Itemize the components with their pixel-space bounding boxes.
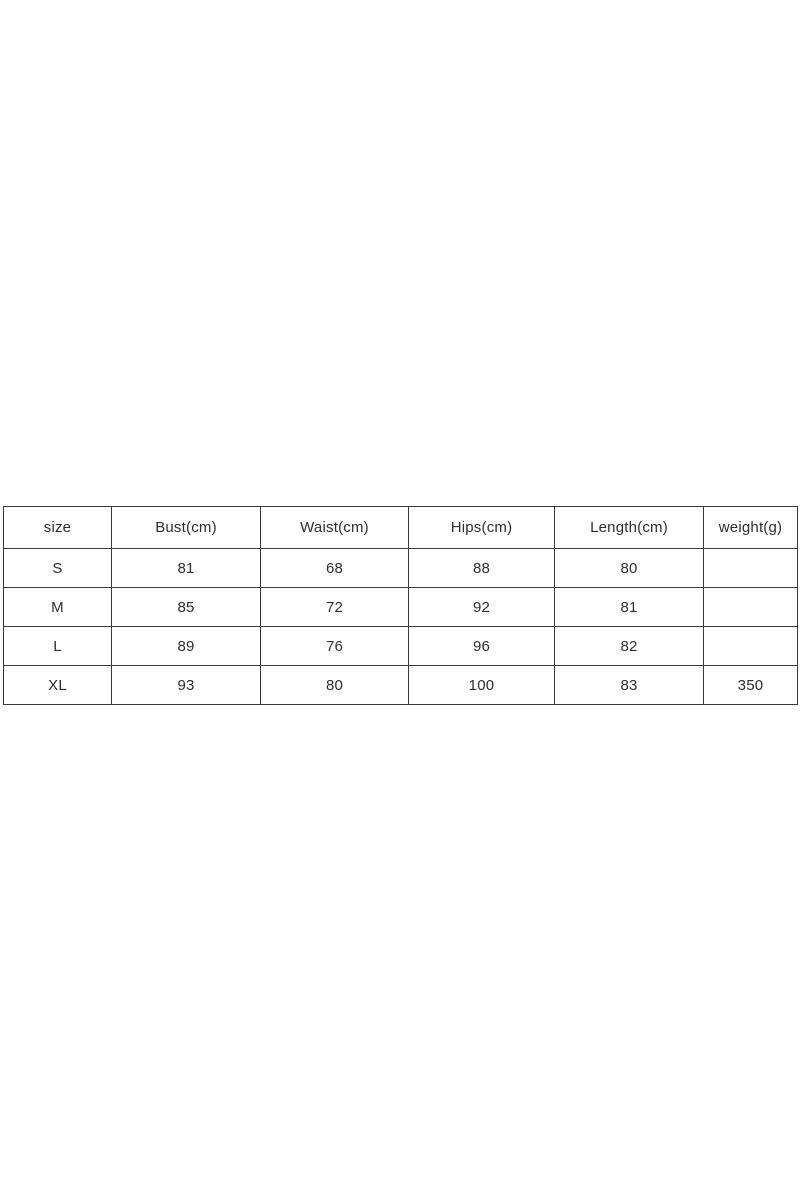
- cell-size: S: [4, 549, 112, 588]
- cell-bust: 85: [112, 588, 261, 627]
- cell-length: 82: [555, 627, 704, 666]
- cell-waist: 68: [261, 549, 409, 588]
- header-row: [4, 507, 798, 549]
- cell-hips: 96: [409, 627, 555, 666]
- cell-weight: [704, 588, 798, 627]
- cell-size: XL: [4, 666, 112, 705]
- size-chart-header: [4, 507, 798, 549]
- cell-waist: 76: [261, 627, 409, 666]
- column-header-weight: weight(g): [704, 507, 798, 549]
- cell-length: 83: [555, 666, 704, 705]
- cell-hips: 100: [409, 666, 555, 705]
- table-row-m: [4, 588, 798, 627]
- column-header-size: size: [4, 507, 112, 549]
- cell-hips: 88: [409, 549, 555, 588]
- size-chart-table: [3, 506, 798, 705]
- cell-size: M: [4, 588, 112, 627]
- table-row-xl: [4, 666, 798, 705]
- cell-size: L: [4, 627, 112, 666]
- cell-length: 81: [555, 588, 704, 627]
- column-header-length: Length(cm): [555, 507, 704, 549]
- cell-bust: 81: [112, 549, 261, 588]
- column-header-waist: Waist(cm): [261, 507, 409, 549]
- column-header-bust: Bust(cm): [112, 507, 261, 549]
- table-row-s: [4, 549, 798, 588]
- cell-hips: 92: [409, 588, 555, 627]
- cell-waist: 80: [261, 666, 409, 705]
- size-chart-body: [4, 549, 798, 705]
- cell-weight: 350: [704, 666, 798, 705]
- cell-weight: [704, 627, 798, 666]
- cell-bust: 89: [112, 627, 261, 666]
- size-chart-container: [3, 506, 797, 705]
- column-header-hips: Hips(cm): [409, 507, 555, 549]
- cell-bust: 93: [112, 666, 261, 705]
- cell-length: 80: [555, 549, 704, 588]
- table-row-l: [4, 627, 798, 666]
- cell-waist: 72: [261, 588, 409, 627]
- cell-weight: [704, 549, 798, 588]
